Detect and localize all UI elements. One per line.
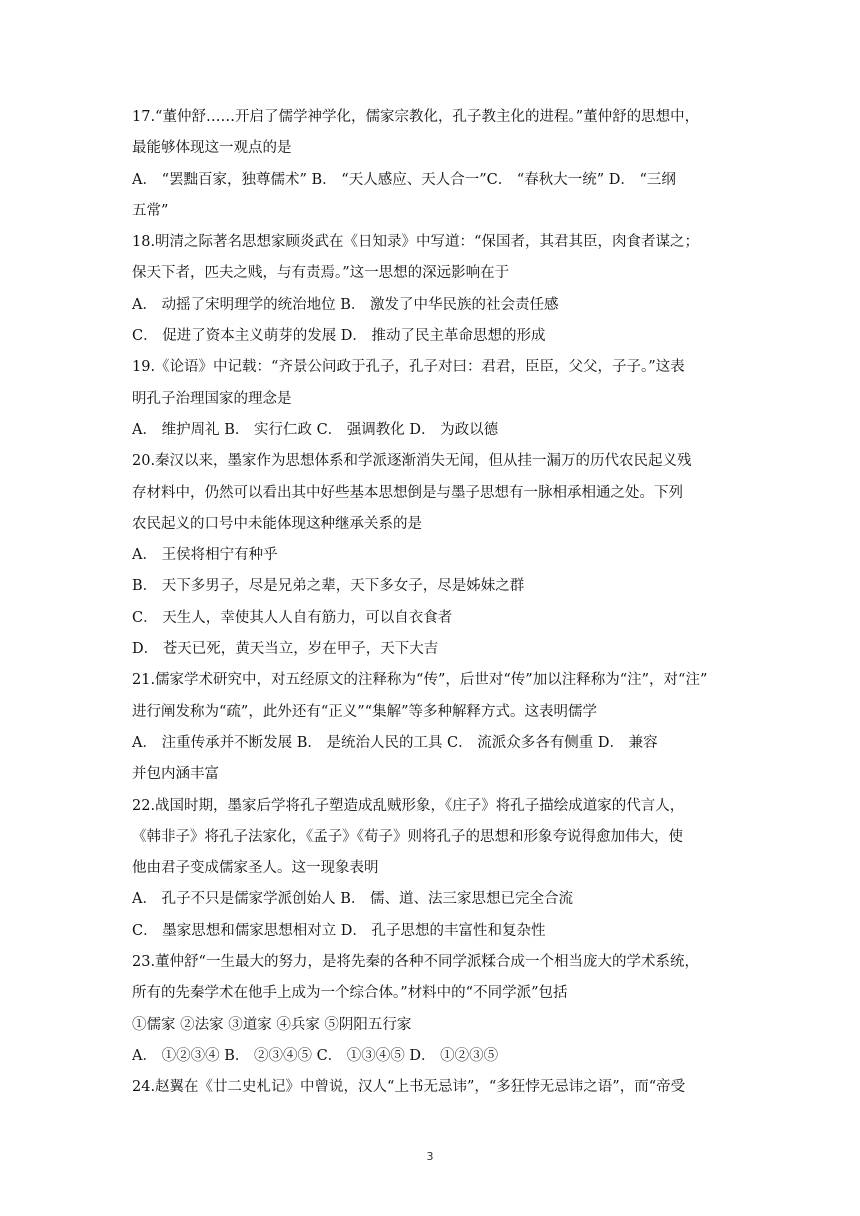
text-line: 24.赵翼在《廿二史札记》中曾说，汉人“上书无忌讳”，“多狂悖无忌讳之语”，而“帝受 [132,1079,686,1096]
text-line: 所有的先秦学术在他手上成为一个综合体。”材料中的“不同学派”包括 [132,985,568,1002]
text-line: 19.《论语》中记载：“齐景公问政于孔子，孔子对曰：君君，臣臣，父父，子子。”这表 [132,359,685,376]
text-line: 17.“董仲舒……开启了儒学神学化，儒家宗教化，孔子教主化的进程。”董仲舒的思想中， [132,109,700,125]
text-line: 18.明清之际著名思想家顾炎武在《日知录》中写道：“保国者，其君其臣，肉食者谋之； [132,234,699,251]
text-line: B． 天下多男子，尽是兄弟之辈，天下多女子，尽是姊妹之群 [132,578,525,595]
text-line: C． 墨家思想和儒家思想相对立 D． 孔子思想的丰富性和复杂性 [132,922,546,939]
text-line: 并包内涵丰富 [132,766,219,783]
text-line: 保天下者，匹夫之贱，与有责焉。”这一思想的深远影响在于 [132,265,510,282]
text-line: ①儒家 ②法家 ③道家 ④兵家 ⑤阴阳五行家 [132,1016,412,1033]
question-content [132,102,732,1104]
text-line: A． 孔子不只是儒家学派创始人 B． 儒、道、法三家思想已完全合流 [132,891,573,908]
text-line: D． 苍天已死，黄天当立，岁在甲子，天下大吉 [132,641,439,658]
text-line: 农民起义的口号中未能体现这种继承关系的是 [132,515,422,532]
text-line: 五常” [132,202,169,219]
text-line: C． 天生人，幸使其人人自有筋力，可以自衣食者 [132,609,453,626]
text-line: 21.儒家学术研究中，对五经原文的注释称为“传”，后世对“传”加以注释称为“注”，对“注” [132,672,708,689]
text-line: A． 维护周礼 B． 实行仁政 C． 强调教化 D． 为政以德 [132,421,499,438]
text-line: 他由君子变成儒家圣人。这一现象表明 [132,860,379,877]
text-line: 23.董仲舒“一生最大的努力，是将先秦的各种不同学派糅合成一个相当庞大的学术系统， [132,954,699,971]
page-number: 3 [426,1150,434,1163]
text-line: C． 促进了资本主义萌芽的发展 D． 推动了民主革命思想的形成 [132,328,546,345]
text-line: 22.战国时期，墨家后学将孔子塑造成乱贼形象，《庄子》将孔子描绘成道家的代言人， [132,797,685,814]
text-line: A． 注重传承并不断发展 B． 是统治人民的工具 C． 流派众多各有侧重 D． 兼容 [132,734,658,751]
text-line: 20.秦汉以来，墨家作为思想体系和学派逐渐消失无闻，但从挂一漏万的历代农民起义残 [132,453,692,470]
text-line: A． 王侯将相宁有种乎 [132,547,278,564]
text-line: 进行阐发称为“疏”，此外还有“正义”“集解”等多种解释方式。这表明儒学 [132,703,597,720]
text-line: A． “罢黜百家，独尊儒术” B． “天人感应、天人合一”C． “春秋大一统” D． “三纲 [132,171,676,188]
text-line: A． ①②③④ B． ②③④⑤ C． ①③④⑤ D． ①②③⑤ [132,1047,499,1064]
text-line: A． 动摇了宋明理学的统治地位 B． 激发了中华民族的社会责任感 [132,296,559,313]
text-line: 明孔子治理国家的理念是 [132,390,292,407]
text-line: 《韩非子》将孔子法家化，《孟子》《荀子》则将孔子的思想和形象夸说得愈加伟大，使 [132,828,683,845]
text-line: 最能够体现这一观点的是 [132,140,292,157]
text-line: 存材料中，仍然可以看出其中好些基本思想倒是与墨子思想有一脉相承相通之处。下列 [132,484,683,501]
